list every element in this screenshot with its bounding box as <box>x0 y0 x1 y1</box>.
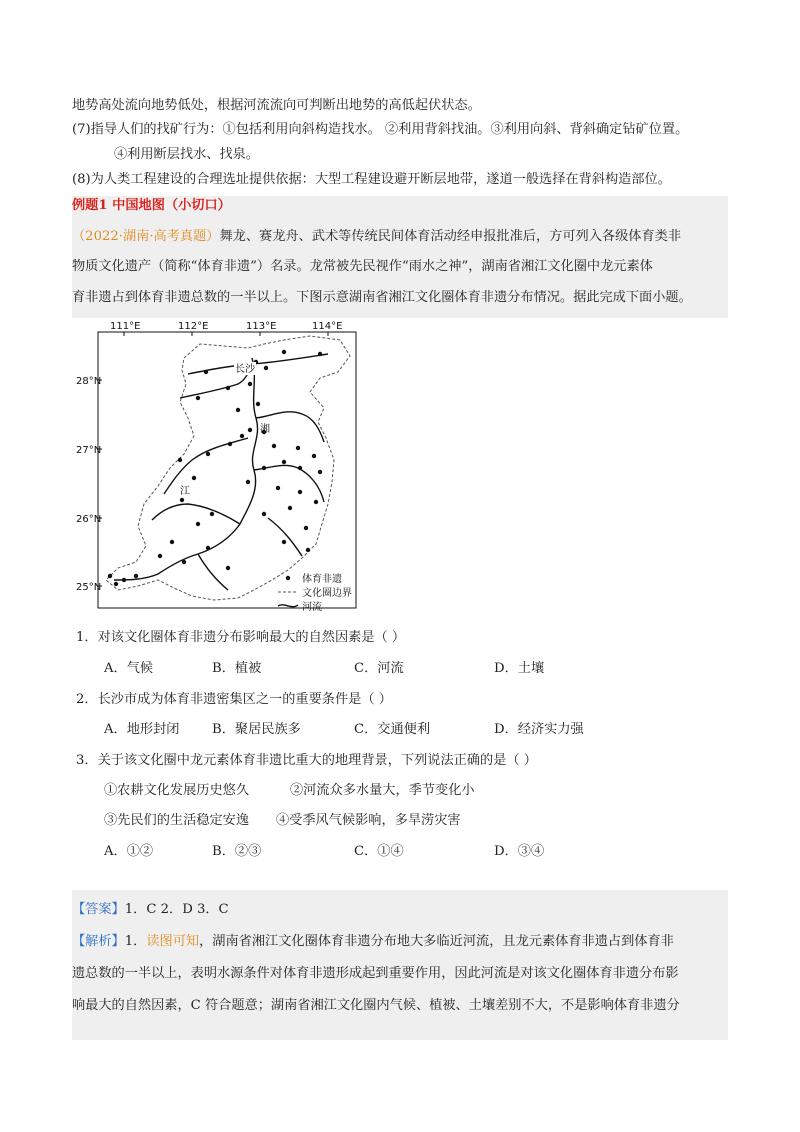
river-east-2 <box>254 465 324 502</box>
culture-boundary <box>106 336 350 600</box>
heritage-point <box>296 446 300 450</box>
place-xiang: 湘 <box>260 424 270 435</box>
example-para-2: 物质文化遗产（简称“体育非遗”）名录。龙常被先民视作“雨水之神”，湖南省湘江文化圈中龙元素体 <box>72 259 653 274</box>
heritage-point <box>298 490 302 494</box>
heritage-point <box>228 442 232 446</box>
heritage-point <box>180 498 184 502</box>
analysis-line-1-text: ，湖南省湘江文化圈体育非遗分布地大多临近河流，且龙元素体育非遗占到体育非 <box>199 934 674 949</box>
analysis-lead: 读图可知 <box>146 934 200 949</box>
q3-statement-2: ②河流众多水量大，季节变化小 <box>290 783 475 798</box>
heritage-point <box>248 428 252 432</box>
intro-line-2: (7)指导人们的找矿行为：①包括利用向斜构造找水。 ②利用背斜找油。③利用向斜、背斜确定钻矿位置。 <box>72 122 689 137</box>
analysis-num: 1． <box>124 934 147 949</box>
example-source: （2022·湖南·高考真题） <box>72 229 220 244</box>
heritage-point <box>288 506 292 510</box>
heritage-point <box>122 578 126 582</box>
question-2-stem: 2．长沙市成为体育非遗密集区之一的重要条件是（ ） <box>76 692 392 707</box>
heritage-point <box>256 402 260 406</box>
heritage-point <box>282 460 286 464</box>
heritage-point <box>206 546 210 550</box>
heritage-point <box>276 486 280 490</box>
river-west-2 <box>152 504 240 524</box>
heritage-point <box>318 352 322 356</box>
q2-option-a[interactable]: A．地形封闭 <box>104 722 180 737</box>
answer-line <box>72 900 732 920</box>
river-southeast <box>268 518 302 556</box>
river-west-1 <box>164 438 248 494</box>
heritage-point <box>182 560 186 564</box>
lon-label-111: 111°E <box>110 321 141 332</box>
q3-option-b[interactable]: B．②③ <box>212 844 262 859</box>
heritage-point <box>170 540 174 544</box>
q3-option-d[interactable]: D．③④ <box>494 844 545 859</box>
heritage-point <box>312 454 316 458</box>
q3-option-a[interactable]: A．①② <box>104 844 154 859</box>
q1-option-a[interactable]: A．气候 <box>104 661 154 676</box>
heritage-point <box>248 382 252 386</box>
heritage-point <box>192 476 196 480</box>
q1-option-d[interactable]: D．土壤 <box>494 661 545 676</box>
heritage-point <box>210 512 214 516</box>
heritage-point <box>108 574 112 578</box>
question-3-stem: 3．关于该文化圈中龙元素体育非遗比重大的地理背景，下列说法正确的是（ ） <box>76 753 537 768</box>
heritage-point <box>262 466 266 470</box>
heritage-points <box>108 350 322 586</box>
heritage-point <box>246 480 250 484</box>
heritage-point <box>264 366 268 370</box>
question-1-stem: 1．对该文化圈体育非遗分布影响最大的自然因素是（ ） <box>76 630 406 645</box>
legend-river-symbol <box>278 605 298 607</box>
analysis-line-1 <box>72 932 732 952</box>
answer-text: 1．C 2．D 3．C <box>124 902 229 917</box>
heritage-point <box>204 370 208 374</box>
lat-label-28: 28°N <box>76 376 102 387</box>
rivers <box>114 354 328 590</box>
intro-line-1: 地势高处流向地势低处，根据河流流向可判断出地势的高低起伏状态。 <box>72 98 481 113</box>
map-figure <box>76 318 366 618</box>
heritage-point <box>318 470 322 474</box>
example-para-1-text: 舞龙、赛龙舟、武术等传统民间体育活动经申报批准后，方可列入各级体育类非 <box>219 229 682 244</box>
answer-tag: 【答案】 <box>72 902 125 917</box>
heritage-point <box>262 512 266 516</box>
heritage-point <box>304 526 308 530</box>
heritage-point <box>134 574 138 578</box>
lon-label-112: 112°E <box>178 321 209 332</box>
q1-option-c[interactable]: C．河流 <box>354 661 404 676</box>
lat-label-26: 26°N <box>76 514 102 525</box>
heritage-point <box>158 554 162 558</box>
lon-label-113: 113°E <box>246 321 277 332</box>
lat-label-27: 27°N <box>76 445 102 456</box>
heritage-point <box>178 458 182 462</box>
example-para-1 <box>72 227 732 247</box>
heritage-point <box>114 582 118 586</box>
heritage-point <box>196 522 200 526</box>
river-north <box>188 354 328 374</box>
q2-option-c[interactable]: C．交通便利 <box>354 722 431 737</box>
heritage-point <box>314 500 318 504</box>
analysis-line-2: 遗总数的一半以上，表明水源条件对体育非遗形成起到重要作用，因此河流是对该文化圈体育非遗分布影 <box>72 966 679 981</box>
heritage-point <box>226 566 230 570</box>
example-para-3: 育非遗占到体育非遗总数的一半以上。下图示意湖南省湘江文化圈体育非遗分布情况。据此完成下面小题。 <box>72 290 692 305</box>
legend-dot-symbol <box>286 576 290 580</box>
heritage-point <box>282 540 286 544</box>
q1-option-b[interactable]: B．植被 <box>212 661 262 676</box>
example-title: 例题1 中国地图（小切口） <box>72 198 231 213</box>
analysis-line-3: 响最大的自然因素，C 符合题意；湖南省湘江文化圈内气候、植被、土壤差别不大，不是影响体育非遗分 <box>72 998 680 1013</box>
heritage-point <box>240 434 244 438</box>
map-svg <box>76 318 366 618</box>
intro-line-4: (8)为人类工程建设的合理选址提供依据：大型工程建设避开断层地带，遂道一般选择在背斜构造部位。 <box>72 172 671 187</box>
q3-option-c[interactable]: C．①④ <box>354 844 404 859</box>
heritage-point <box>298 466 302 470</box>
legend-river: 河流 <box>302 602 322 613</box>
legend-heritage: 体育非遗 <box>302 574 342 585</box>
heritage-point <box>206 452 210 456</box>
intro-line-3: ④利用断层找水、找泉。 <box>114 147 260 162</box>
heritage-point <box>226 386 230 390</box>
q3-statement-1: ①农耕文化发展历史悠久 <box>104 783 250 798</box>
heritage-point <box>196 396 200 400</box>
legend-boundary: 文化圈边界 <box>302 588 352 599</box>
lon-label-114: 114°E <box>312 321 343 332</box>
heritage-point <box>282 350 286 354</box>
river-xiang-main <box>114 358 258 580</box>
q3-statement-4: ④受季风气候影响，多旱涝灾害 <box>276 813 461 828</box>
heritage-point <box>236 408 240 412</box>
river-south <box>198 554 228 590</box>
q3-statement-3: ③先民们的生活稳定安逸 <box>104 813 250 828</box>
heritage-point <box>272 444 276 448</box>
lat-label-25: 25°N <box>76 582 102 593</box>
q2-option-b[interactable]: B．聚居民族多 <box>212 722 301 737</box>
analysis-tag: 【解析】 <box>72 934 125 949</box>
q2-option-d[interactable]: D．经济实力强 <box>494 722 584 737</box>
place-jiang: 江 <box>180 486 190 497</box>
place-changsha: 长沙 <box>235 364 255 375</box>
heritage-point <box>306 548 310 552</box>
